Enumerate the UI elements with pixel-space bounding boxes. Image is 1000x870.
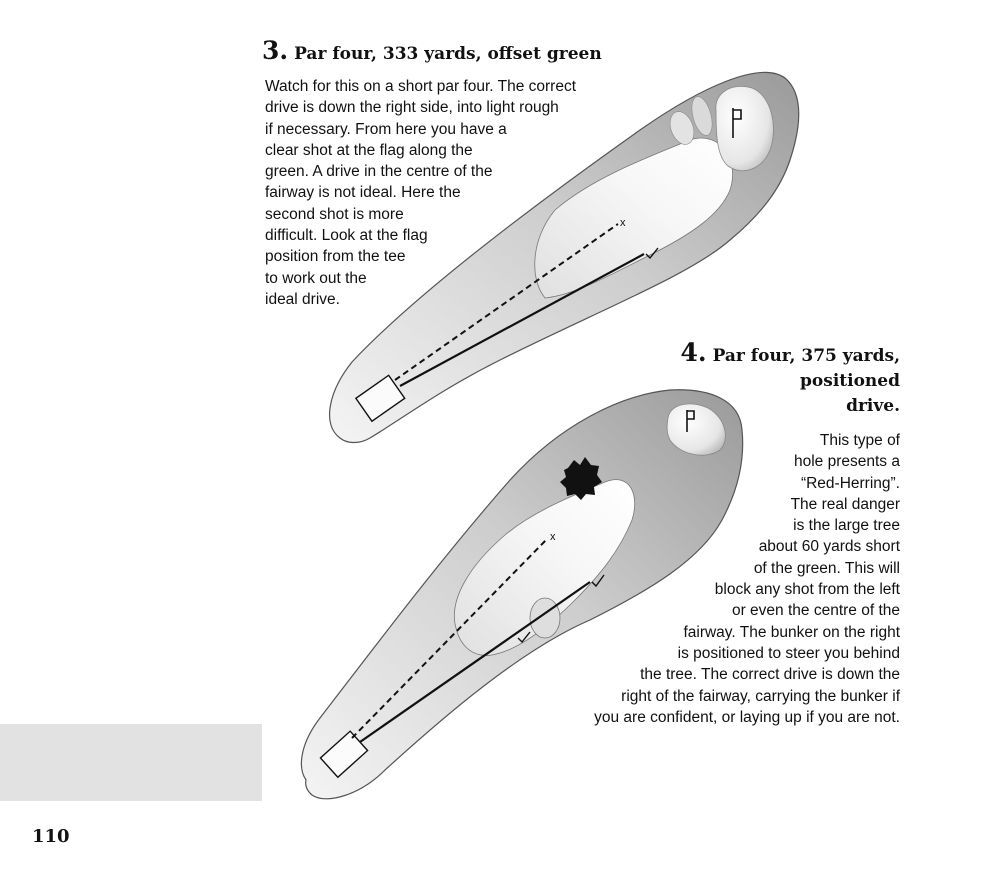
hole-4-text-line: the tree. The correct drive is down the: [640, 666, 900, 684]
hole-4-title-line-3: drive.: [846, 396, 900, 416]
hole-4-title-part: Par four, 375 yards,: [712, 346, 900, 366]
hole-3-text-line: Watch for this on a short par four. The correct: [265, 78, 576, 95]
hole-4-text-line: of the green. This will: [753, 559, 900, 577]
hole-3-text-line: clear shot at the flag along the: [265, 141, 473, 159]
hole-4-text-line: you are confident, or laying up if you are not.: [594, 708, 900, 726]
hole-3-heading: [262, 36, 602, 65]
hole-3-text-line: ideal drive.: [265, 290, 340, 308]
hole-3-text-line: drive is down the right side, into light rough: [265, 99, 559, 117]
hole-4-text-line: hole presents a: [794, 453, 900, 471]
hole-4-heading: [680, 340, 900, 419]
hole-4-description: [594, 430, 900, 728]
hole-3-number: 3.: [262, 36, 289, 65]
hole-4-text-line: or even the centre of the: [731, 602, 900, 620]
page-margin-block: [0, 724, 262, 801]
hole-3-cross-mark: x: [620, 217, 626, 229]
hole-4-text-line: is positioned to steer you behind: [677, 644, 900, 662]
hole-3-text-line: green. A drive in the centre of the: [265, 163, 493, 181]
hole-4-number: 4.: [680, 338, 707, 367]
hole-4-text-line: fairway. The bunker on the right: [683, 623, 900, 641]
hole-4-text-line: “Red-Herring”.: [800, 474, 900, 492]
hole-3-text-line: to work out the: [265, 269, 367, 287]
hole-4-text-line: is the large tree: [793, 517, 900, 535]
hole-4-text-line: The real danger: [790, 495, 900, 513]
hole-3-title: Par four, 333 yards, offset green: [294, 44, 602, 64]
hole-3-text-line: if necessary. From here you have a: [265, 120, 507, 138]
hole-4-title-line-1: [680, 340, 900, 369]
page-number: 110: [32, 826, 70, 847]
hole-3-text-line: fairway is not ideal. Here the: [265, 184, 461, 202]
hole-3-description: [265, 76, 576, 310]
hole-3-green: [716, 86, 774, 170]
hole-3-text-line: difficult. Look at the flag: [265, 227, 428, 245]
hole-4-text-line: This type of: [819, 432, 900, 449]
hole-3-text-line: position from the tee: [265, 248, 406, 266]
hole-4-bunker: [530, 598, 560, 638]
hole-4-cross-mark: x: [550, 531, 556, 543]
hole-3-text-line: second shot is more: [265, 205, 404, 223]
hole-4-text-line: block any shot from the left: [714, 581, 900, 599]
hole-4-text-line: right of the fairway, carrying the bunker if: [621, 687, 900, 705]
hole-4-text-line: about 60 yards short: [758, 538, 900, 556]
hole-4-title-line-2: positioned: [800, 371, 900, 391]
